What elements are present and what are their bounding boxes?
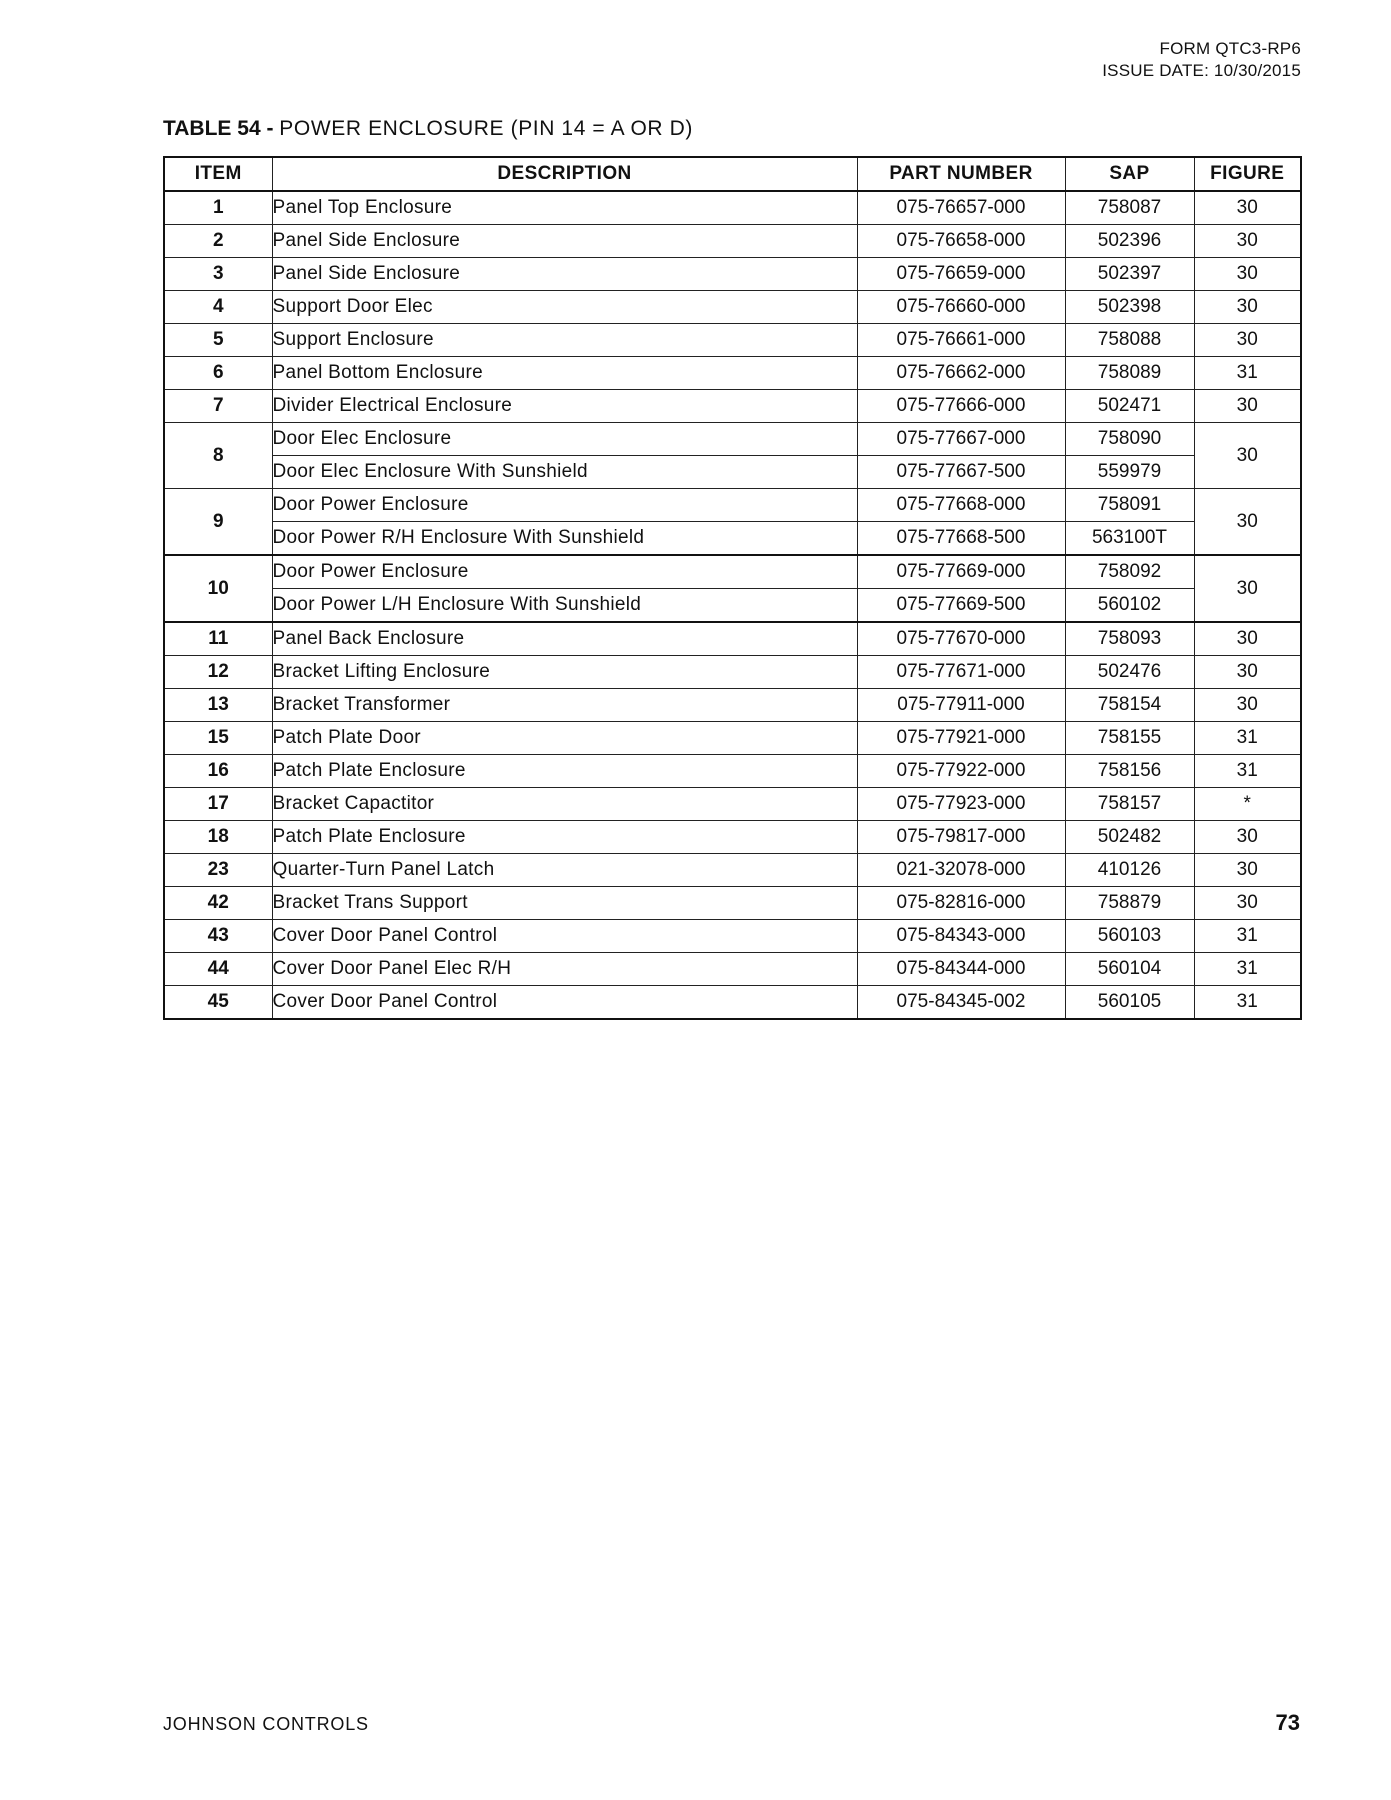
figure-cell: 30	[1194, 656, 1301, 689]
part-number-cell: 075-84343-000	[857, 920, 1065, 953]
table-row	[164, 589, 1301, 623]
form-number: FORM QTC3-RP6	[1159, 39, 1301, 58]
table-row	[164, 920, 1301, 953]
item-cell: 5	[164, 324, 272, 357]
footer-company: JOHNSON CONTROLS	[163, 1714, 369, 1734]
figure-cell: 30	[1194, 423, 1301, 489]
sap-cell: 502471	[1065, 390, 1194, 423]
description-cell: Cover Door Panel Control	[272, 920, 857, 953]
item-cell: 6	[164, 357, 272, 390]
figure-cell: 30	[1194, 324, 1301, 357]
description-cell: Door Elec Enclosure With Sunshield	[272, 456, 857, 489]
description-cell: Door Power Enclosure	[272, 555, 857, 589]
description-cell: Door Power L/H Enclosure With Sunshield	[272, 589, 857, 623]
part-number-cell: 075-77671-000	[857, 656, 1065, 689]
figure-cell: 31	[1194, 722, 1301, 755]
column-header-figure: FIGURE	[1194, 157, 1301, 191]
table-row	[164, 357, 1301, 390]
item-cell: 12	[164, 656, 272, 689]
sap-cell: 758090	[1065, 423, 1194, 456]
item-cell: 23	[164, 854, 272, 887]
description-cell: Cover Door Panel Elec R/H	[272, 953, 857, 986]
page-number: 73	[1275, 1710, 1300, 1735]
description-cell: Panel Back Enclosure	[272, 622, 857, 656]
figure-cell: 30	[1194, 887, 1301, 920]
table-row	[164, 622, 1301, 656]
description-cell: Bracket Lifting Enclosure	[272, 656, 857, 689]
description-cell: Door Power Enclosure	[272, 489, 857, 522]
column-header-sap: SAP	[1065, 157, 1194, 191]
sap-cell: 758879	[1065, 887, 1194, 920]
item-cell: 8	[164, 423, 272, 489]
table-row	[164, 689, 1301, 722]
item-cell: 2	[164, 225, 272, 258]
item-cell: 44	[164, 953, 272, 986]
part-number-cell: 075-76660-000	[857, 291, 1065, 324]
table-header-row	[164, 157, 1301, 191]
part-number-cell: 075-76661-000	[857, 324, 1065, 357]
column-header-part-number: PART NUMBER	[857, 157, 1065, 191]
item-cell: 17	[164, 788, 272, 821]
description-cell: Patch Plate Enclosure	[272, 755, 857, 788]
item-cell: 4	[164, 291, 272, 324]
item-cell: 45	[164, 986, 272, 1020]
figure-cell: 31	[1194, 953, 1301, 986]
item-cell: 42	[164, 887, 272, 920]
table-row	[164, 788, 1301, 821]
figure-cell: 30	[1194, 489, 1301, 556]
figure-cell: 31	[1194, 920, 1301, 953]
figure-cell: 30	[1194, 689, 1301, 722]
description-cell: Cover Door Panel Control	[272, 986, 857, 1020]
figure-cell: 30	[1194, 258, 1301, 291]
sap-cell: 410126	[1065, 854, 1194, 887]
table-row	[164, 854, 1301, 887]
item-cell: 13	[164, 689, 272, 722]
description-cell: Patch Plate Enclosure	[272, 821, 857, 854]
sap-cell: 563100T	[1065, 522, 1194, 556]
part-number-cell: 075-77667-000	[857, 423, 1065, 456]
table-caption-title: POWER ENCLOSURE (PIN 14 = A OR D)	[279, 117, 693, 140]
item-cell: 7	[164, 390, 272, 423]
figure-cell: 30	[1194, 854, 1301, 887]
table-row	[164, 522, 1301, 556]
table-row	[164, 887, 1301, 920]
part-number-cell: 075-84345-002	[857, 986, 1065, 1020]
table-row	[164, 722, 1301, 755]
sap-cell: 758156	[1065, 755, 1194, 788]
description-cell: Bracket Transformer	[272, 689, 857, 722]
description-cell: Panel Top Enclosure	[272, 191, 857, 225]
table-row	[164, 555, 1301, 589]
description-cell: Quarter-Turn Panel Latch	[272, 854, 857, 887]
document-header	[1102, 38, 1301, 82]
sap-cell: 559979	[1065, 456, 1194, 489]
sap-cell: 758089	[1065, 357, 1194, 390]
part-number-cell: 021-32078-000	[857, 854, 1065, 887]
part-number-cell: 075-77668-500	[857, 522, 1065, 556]
sap-cell: 502397	[1065, 258, 1194, 291]
sap-cell: 758087	[1065, 191, 1194, 225]
part-number-cell: 075-76657-000	[857, 191, 1065, 225]
table-row	[164, 953, 1301, 986]
figure-cell: 30	[1194, 555, 1301, 622]
item-cell: 10	[164, 555, 272, 622]
figure-cell: 30	[1194, 622, 1301, 656]
figure-cell: *	[1194, 788, 1301, 821]
item-cell: 1	[164, 191, 272, 225]
part-number-cell: 075-77921-000	[857, 722, 1065, 755]
table-row	[164, 291, 1301, 324]
column-header-description: DESCRIPTION	[272, 157, 857, 191]
description-cell: Support Door Elec	[272, 291, 857, 324]
sap-cell: 560104	[1065, 953, 1194, 986]
part-number-cell: 075-77923-000	[857, 788, 1065, 821]
column-header-item: ITEM	[164, 157, 272, 191]
part-number-cell: 075-77669-500	[857, 589, 1065, 623]
part-number-cell: 075-84344-000	[857, 953, 1065, 986]
item-cell: 16	[164, 755, 272, 788]
figure-cell: 30	[1194, 390, 1301, 423]
part-number-cell: 075-77669-000	[857, 555, 1065, 589]
table-caption	[163, 117, 693, 141]
table-row	[164, 986, 1301, 1020]
description-cell: Bracket Capactitor	[272, 788, 857, 821]
sap-cell: 560103	[1065, 920, 1194, 953]
description-cell: Support Enclosure	[272, 324, 857, 357]
part-number-cell: 075-76662-000	[857, 357, 1065, 390]
part-number-cell: 075-76658-000	[857, 225, 1065, 258]
sap-cell: 502476	[1065, 656, 1194, 689]
sap-cell: 560102	[1065, 589, 1194, 623]
figure-cell: 31	[1194, 986, 1301, 1020]
description-cell: Patch Plate Door	[272, 722, 857, 755]
item-cell: 9	[164, 489, 272, 556]
part-number-cell: 075-82816-000	[857, 887, 1065, 920]
item-cell: 15	[164, 722, 272, 755]
table-row	[164, 191, 1301, 225]
sap-cell: 502398	[1065, 291, 1194, 324]
sap-cell: 502482	[1065, 821, 1194, 854]
figure-cell: 30	[1194, 225, 1301, 258]
part-number-cell: 075-77666-000	[857, 390, 1065, 423]
description-cell: Door Power R/H Enclosure With Sunshield	[272, 522, 857, 556]
description-cell: Panel Side Enclosure	[272, 258, 857, 291]
table-row	[164, 324, 1301, 357]
part-number-cell: 075-77911-000	[857, 689, 1065, 722]
item-cell: 11	[164, 622, 272, 656]
sap-cell: 502396	[1065, 225, 1194, 258]
figure-cell: 30	[1194, 821, 1301, 854]
table-caption-label: TABLE 54 -	[163, 117, 280, 140]
table-row	[164, 258, 1301, 291]
description-cell: Bracket Trans Support	[272, 887, 857, 920]
item-cell: 3	[164, 258, 272, 291]
part-number-cell: 075-77667-500	[857, 456, 1065, 489]
table-row	[164, 456, 1301, 489]
table-row	[164, 755, 1301, 788]
part-number-cell: 075-79817-000	[857, 821, 1065, 854]
description-cell: Panel Side Enclosure	[272, 225, 857, 258]
sap-cell: 758093	[1065, 622, 1194, 656]
item-cell: 43	[164, 920, 272, 953]
table-row	[164, 821, 1301, 854]
description-cell: Door Elec Enclosure	[272, 423, 857, 456]
description-cell: Panel Bottom Enclosure	[272, 357, 857, 390]
sap-cell: 758092	[1065, 555, 1194, 589]
figure-cell: 30	[1194, 291, 1301, 324]
sap-cell: 758088	[1065, 324, 1194, 357]
sap-cell: 758155	[1065, 722, 1194, 755]
description-cell: Divider Electrical Enclosure	[272, 390, 857, 423]
table-row	[164, 423, 1301, 456]
part-number-cell: 075-76659-000	[857, 258, 1065, 291]
part-number-cell: 075-77922-000	[857, 755, 1065, 788]
table-row	[164, 489, 1301, 522]
sap-cell: 758157	[1065, 788, 1194, 821]
issue-date: ISSUE DATE: 10/30/2015	[1102, 61, 1301, 80]
part-number-cell: 075-77670-000	[857, 622, 1065, 656]
table-row	[164, 656, 1301, 689]
table-row	[164, 225, 1301, 258]
table-row	[164, 390, 1301, 423]
sap-cell: 560105	[1065, 986, 1194, 1020]
figure-cell: 31	[1194, 755, 1301, 788]
figure-cell: 31	[1194, 357, 1301, 390]
sap-cell: 758154	[1065, 689, 1194, 722]
sap-cell: 758091	[1065, 489, 1194, 522]
figure-cell: 30	[1194, 191, 1301, 225]
part-number-cell: 075-77668-000	[857, 489, 1065, 522]
parts-table	[163, 156, 1302, 1020]
item-cell: 18	[164, 821, 272, 854]
